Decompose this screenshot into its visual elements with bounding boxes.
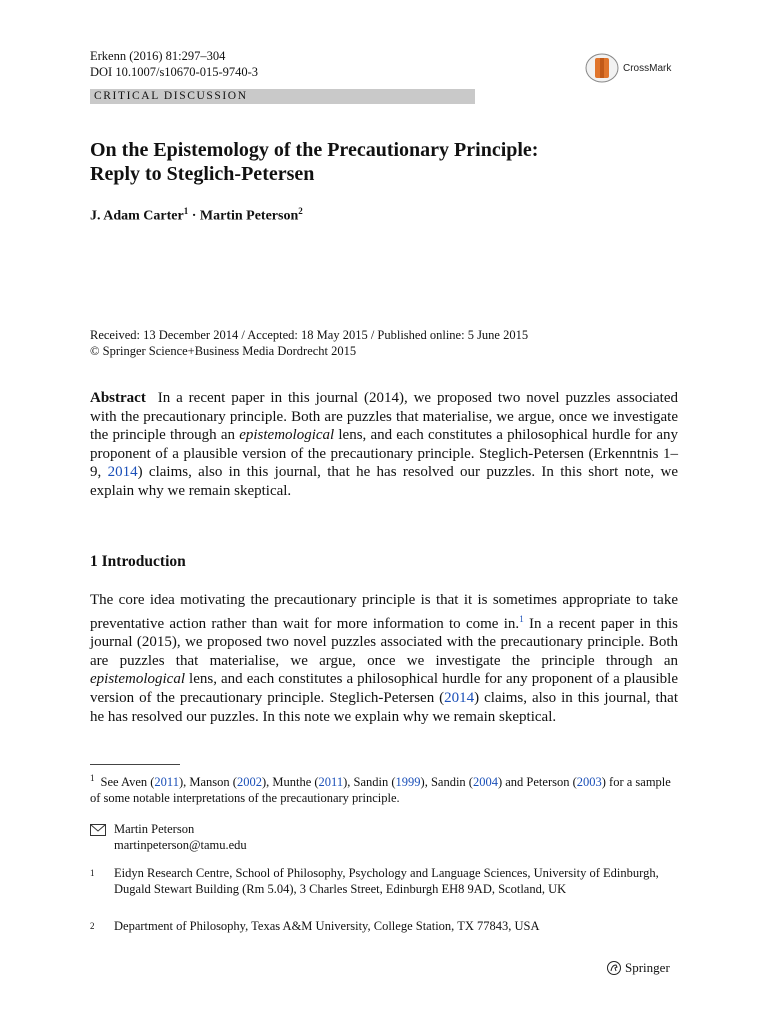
affiliation-mark-1: 1 [183, 206, 189, 216]
section-type-bar: CRITICAL DISCUSSION [90, 89, 475, 104]
citation-link[interactable]: 2014 [107, 464, 138, 481]
crossmark-icon [585, 53, 619, 83]
abstract-text: lens, and each constitutes a philosophical hurdle for any proponent of a plausible version of the precautionary principle. Steglich-Petersen (Erkenntnis 1–9, [90, 427, 678, 481]
footnote-text: ) for a sample of some notable interpretations of the precautionary principle. [90, 775, 671, 806]
affiliation-number: 2 [90, 921, 95, 931]
envelope-icon [90, 824, 106, 836]
abstract-text: ) claims, also in this journal, that he has resolved our puzzles. In this short note, we explain why we remain skeptical. [90, 464, 679, 499]
abstract-label: Abstract [90, 390, 146, 406]
footnote-text: ), Manson ( [178, 775, 237, 790]
citation-link[interactable]: 1999 [395, 775, 421, 790]
citation-link[interactable]: 2011 [154, 775, 179, 790]
footnote-text: See Aven ( [100, 775, 155, 790]
citation-link[interactable]: 2002 [236, 775, 262, 790]
abstract [90, 389, 678, 501]
author-carter[interactable]: J. Adam Carter [90, 208, 184, 224]
footnote-text: ), Munthe ( [261, 775, 319, 790]
footnote-ref[interactable]: 1 [519, 613, 524, 624]
author-separator: · [188, 208, 200, 224]
publisher-name: Springer [625, 960, 670, 975]
body-italic: epistemological [90, 671, 185, 688]
title-line-1: On the Epistemology of the Precautionary Principle: [90, 139, 539, 161]
footnote-text: ), Sandin ( [420, 775, 473, 790]
author-list [90, 206, 303, 225]
abstract-text: In a recent paper in this journal (2014), we proposed two novel puzzles associated with the precautionary principle. Both are puzzles that materialise, we argue, once we investigate the principle through an [90, 390, 679, 444]
abstract-italic: epistemological [239, 427, 335, 444]
introduction-paragraph [90, 591, 678, 726]
body-text: lens, and each constitutes a philosophical hurdle for any proponent of a plausible version of the precautionary principle. Steglich-Petersen ( [90, 671, 678, 706]
springer-horse-icon [606, 960, 622, 976]
affiliation-mark-2: 2 [298, 206, 303, 216]
publisher-logo [606, 960, 670, 976]
footnote-text: ) and Peterson ( [497, 775, 577, 790]
paper-title [90, 138, 690, 186]
journal-citation: Erkenn (2016) 81:297–304 [90, 49, 226, 63]
affiliation-2 [90, 918, 680, 934]
citation-link[interactable]: 2011 [318, 775, 344, 790]
body-text: In a recent paper in this journal (2015), we proposed two novel puzzles associated with the precautionary principle. Both are puzzles that materialise, we argue, once we investigate the principle through an [90, 615, 678, 669]
citation-link[interactable]: 2014 [444, 689, 475, 706]
publication-dates [90, 327, 528, 359]
body-text: The core idea motivating the precautionary principle is that it is sometimes appropriate to take preventative action rather than wait for more information to come in. [90, 592, 678, 632]
affiliation-1 [90, 865, 680, 897]
doi-link[interactable]: DOI 10.1007/s10670-015-9740-3 [90, 65, 259, 79]
date-history: Received: 13 December 2014 / Accepted: 18 May 2015 / Published online: 5 June 2015 [90, 328, 529, 342]
footnote [90, 770, 680, 806]
correspondence-email[interactable]: martinpeterson@tamu.edu [114, 838, 247, 852]
citation-link[interactable]: 2004 [472, 775, 498, 790]
footnote-divider [90, 764, 180, 765]
body-text: ) claims, also in this journal, that he has resolved our puzzles. In this note we explain why we remain skeptical. [90, 689, 679, 725]
affiliation-text: Department of Philosophy, Texas A&M University, College Station, TX 77843, USA [114, 919, 540, 933]
crossmark-badge[interactable] [585, 53, 671, 83]
affiliation-number: 1 [90, 868, 95, 878]
correspondence-name: Martin Peterson [114, 822, 195, 836]
crossmark-label: CrossMark [623, 62, 672, 74]
author-peterson[interactable]: Martin Peterson [199, 208, 299, 224]
affiliation-text: Eidyn Research Centre, School of Philosophy, Psychology and Language Sciences, University of Edinburgh, Dugald Stewart Building (Rm 5.04), 3 Charles Street, Edinburgh EH8 9AD, Scotland, UK [114, 866, 659, 896]
title-line-2: Reply to Steglich-Petersen [90, 163, 315, 185]
copyright-line: © Springer Science+Business Media Dordrecht 2015 [90, 344, 357, 358]
section-heading: 1 Introduction [90, 553, 186, 570]
footnote-number: 1 [90, 773, 95, 783]
citation-link[interactable]: 2003 [576, 775, 602, 790]
footnote-text: ), Sandin ( [343, 775, 396, 790]
correspondence-block [90, 821, 247, 853]
